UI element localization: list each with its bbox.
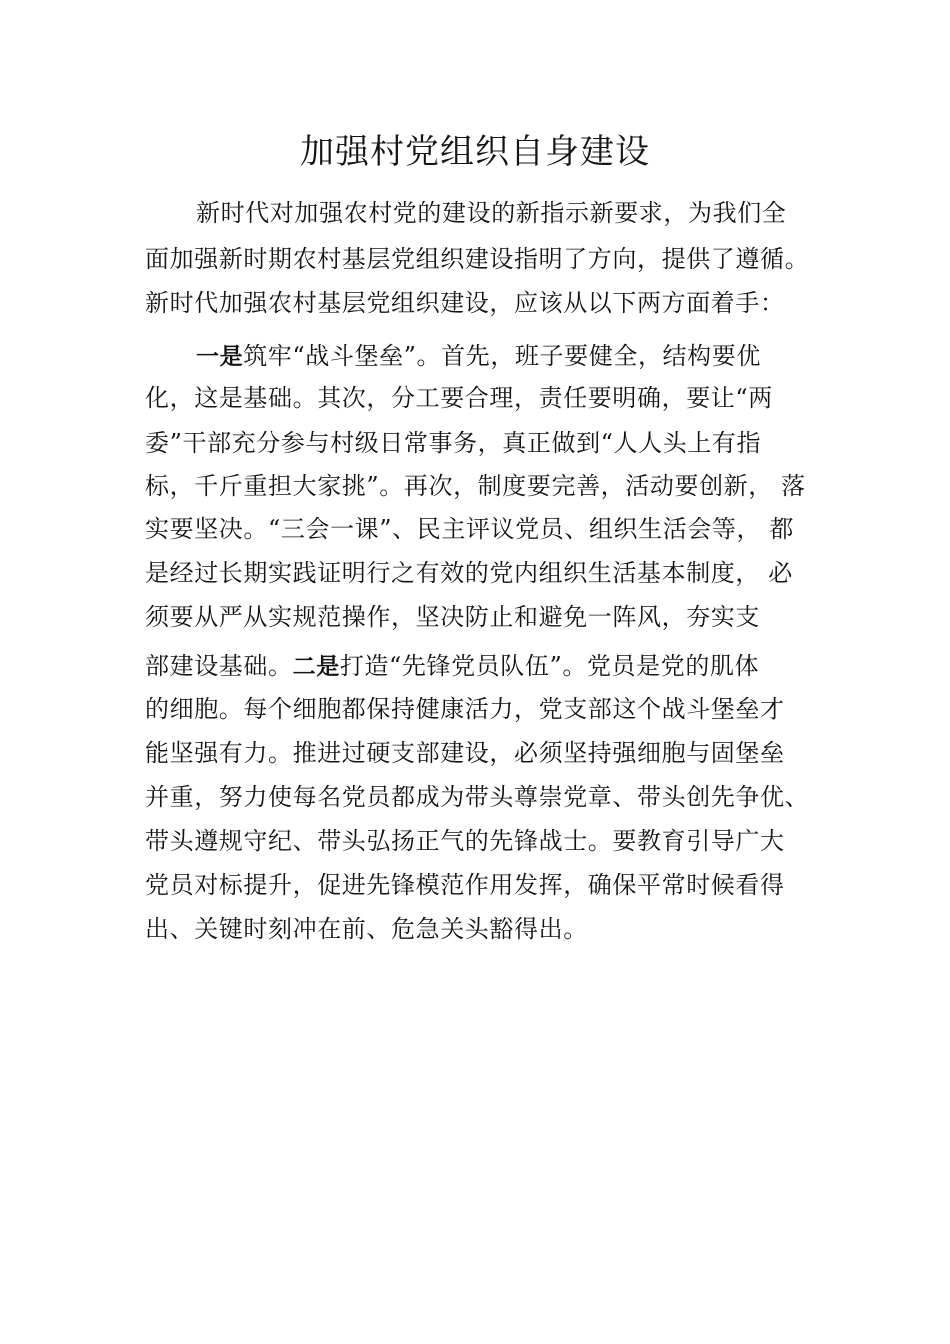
paragraph-1-line-6: 是经过长期实践证明行之有效的党内组织生活基本制度， 必: [145, 559, 793, 587]
intro-line-1: 新时代对加强农村党的建设的新指示新要求，为我们全: [196, 199, 787, 227]
intro-line-2: 面加强新时期农村基层党组织建设指明了方向，提供了遵循。: [145, 245, 810, 273]
paragraph-2-line-1-text: 打造“先锋党员队伍”。党员是党的肌体: [339, 652, 760, 680]
paragraph-1-line-4: 标，千斤重担大家挑”。再次，制度要完善，活动要创新， 落: [145, 472, 806, 500]
paragraph-1-line-5: 实要坚决。“三会一课”、民主评议党员、组织生活会等， 都: [145, 515, 794, 543]
paragraph-1-line-3: 委”干部充分参与村级日常事务，真正做到“人人头上有指: [145, 429, 762, 457]
point-two-label: 二是: [292, 654, 340, 680]
paragraph-1-line-2: 化，这是基础。其次，分工要合理，责任要明确，要让“两: [145, 384, 773, 412]
intro-line-3: 新时代加强农村基层党组织建设，应该从以下两方面着手：: [145, 289, 785, 317]
paragraph-2-line-6: 党员对标提升，促进先锋模范作用发挥，确保平常时候看得: [145, 871, 785, 899]
paragraph-2-line-3: 能坚强有力。推进过硬支部建设，必须坚持强细胞与固堡垒: [145, 739, 785, 767]
paragraph-2-line-5: 带头遵规守纪、带头弘扬正气的先锋战士。要教育引导广大: [145, 827, 785, 855]
paragraph-1-line-1-text: 筑牢“战斗堡垒”。首先，班子要健全，结构要优: [243, 342, 761, 370]
paragraph-1-line-7: 须要从严从实规范操作，坚决防止和避免一阵风，夯实支: [145, 603, 760, 631]
paragraph-2-line-4: 并重，努力使每名党员都成为带头尊崇党章、带头创先争优、: [145, 783, 810, 811]
paragraph-1-line-1: [196, 340, 761, 373]
paragraph-2-line-1-start: 部建设基础。: [145, 652, 293, 680]
paragraph-2-line-2: 的细胞。每个细胞都保持健康活力，党支部这个战斗堡垒才: [145, 695, 785, 723]
paragraph-2-line-7: 出、关键时刻冲在前、危急关头豁得出。: [145, 915, 588, 943]
point-one-label: 一是: [196, 344, 244, 370]
paragraph-2-line-1: [145, 650, 759, 683]
document-title: 加强村党组织自身建设: [300, 132, 650, 172]
